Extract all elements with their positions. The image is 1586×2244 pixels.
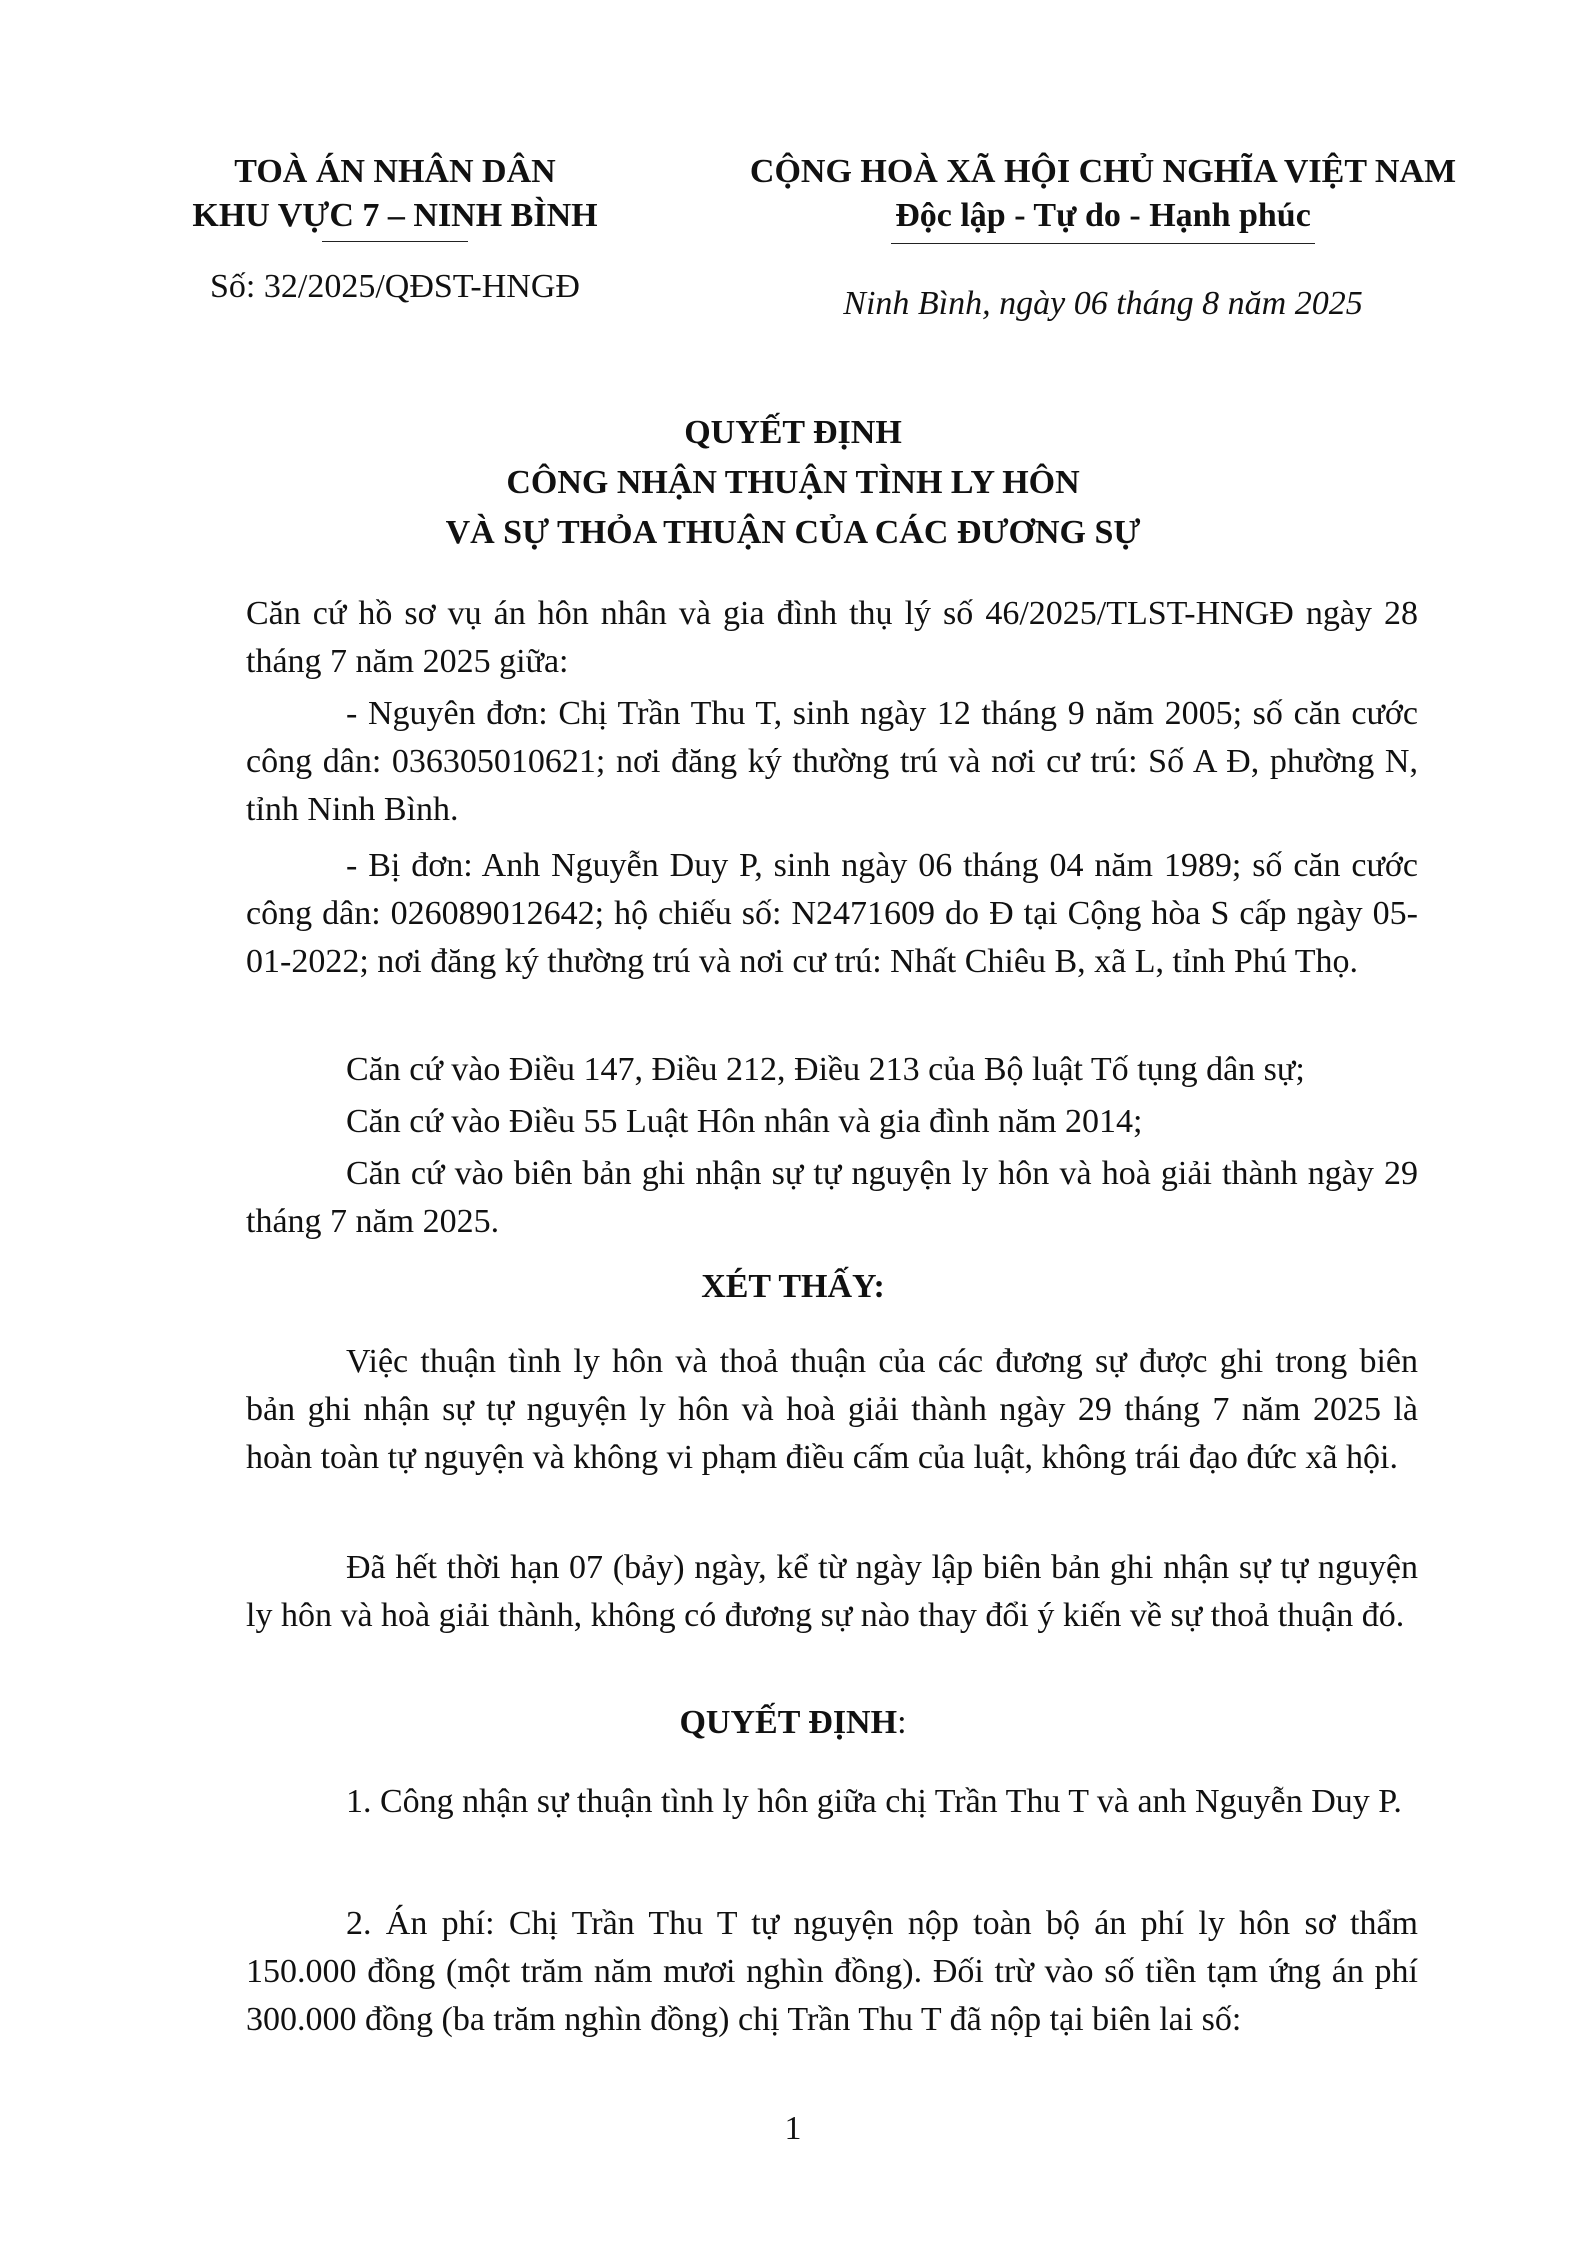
- motto-underline: [891, 243, 1315, 244]
- considering-paragraph-2: Đã hết thời hạn 07 (bảy) ngày, kể từ ngày lập biên bản ghi nhận sự tự nguyện ly hôn và hoà giải thành, không có đương sự nào thay đổi ý kiến về sự thoả thuận đó.: [246, 1549, 1418, 1634]
- decision-heading-colon: :: [897, 1704, 907, 1741]
- decision-heading-text: QUYẾT ĐỊNH: [679, 1704, 898, 1741]
- title-line-3: VÀ SỰ THỎA THUẬN CỦA CÁC ĐƯƠNG SỰ: [445, 514, 1141, 551]
- title-line-1: QUYẾT ĐỊNH: [684, 414, 902, 451]
- court-underline: [322, 241, 468, 242]
- basis-law-2: Căn cứ vào Điều 55 Luật Hôn nhân và gia đình năm 2014;: [346, 1103, 1143, 1140]
- nation-name: CỘNG HOÀ XÃ HỘI CHỦ NGHĨA VIỆT NAM: [749, 153, 1457, 190]
- court-line-2: KHU VỰC 7 – NINH BÌNH: [192, 197, 598, 234]
- national-header: [720, 150, 1486, 238]
- considering-heading: XÉT THẤY:: [701, 1268, 885, 1305]
- basis-law-1: Căn cứ vào Điều 147, Điều 212, Điều 213 của Bộ luật Tố tụng dân sự;: [346, 1051, 1305, 1088]
- place-date: Ninh Bình, ngày 06 tháng 8 năm 2025: [843, 285, 1363, 322]
- title-line-2: CÔNG NHẬN THUẬN TÌNH LY HÔN: [506, 464, 1080, 501]
- decision-heading: [0, 1700, 1586, 1746]
- national-motto: Độc lập - Tự do - Hạnh phúc: [895, 197, 1311, 234]
- court-name: [180, 150, 610, 238]
- considering-paragraph-1: Việc thuận tình ly hôn và thoả thuận của các đương sự được ghi trong biên bản ghi nhận sự tự nguyện ly hôn và hoà giải thành ngày 29 tháng 7 năm 2025 là hoàn toàn tự nguyện và không vi phạm điều cấm của luật, không trái đạo đức xã hội.: [246, 1343, 1418, 1476]
- plaintiff-info: - Nguyên đơn: Chị Trần Thu T, sinh ngày 12 tháng 9 năm 2005; số căn cước công dân: 036305010621; nơi đăng ký thường trú và nơi cư trú: Số A Đ, phường N, tỉnh Ninh Bình.: [246, 695, 1418, 828]
- basis-case-file: Căn cứ hồ sơ vụ án hôn nhân và gia đình thụ lý số 46/2025/TLST-HNGĐ ngày 28 tháng 7 năm 2025 giữa:: [246, 595, 1418, 680]
- decision-item-1: 1. Công nhận sự thuận tình ly hôn giữa chị Trần Thu T và anh Nguyễn Duy P.: [346, 1783, 1402, 1820]
- document-number: Số: 32/2025/QĐST-HNGĐ: [210, 268, 580, 305]
- court-line-1: TOÀ ÁN NHÂN DÂN: [234, 153, 556, 190]
- decision-item-2: 2. Án phí: Chị Trần Thu T tự nguyện nộp toàn bộ án phí ly hôn sơ thẩm 150.000 đồng (một trăm năm mươi nghìn đồng). Đối trừ vào số tiền tạm ứng án phí 300.000 đồng (ba trăm nghìn đồng) chị Trần Thu T đã nộp tại biên lai số:: [246, 1905, 1418, 2038]
- defendant-info: - Bị đơn: Anh Nguyễn Duy P, sinh ngày 06 tháng 04 năm 1989; số căn cước công dân: 026089012642; hộ chiếu số: N2471609 do Đ tại Cộng hòa S cấp ngày 05-01-2022; nơi đăng ký thường trú và nơi cư trú: Nhất Chiêu B, xã L, tỉnh Phú Thọ.: [246, 847, 1418, 980]
- page-number: 1: [784, 2110, 802, 2147]
- basis-record: Căn cứ vào biên bản ghi nhận sự tự nguyện ly hôn và hoà giải thành ngày 29 tháng 7 năm 2025.: [246, 1155, 1418, 1240]
